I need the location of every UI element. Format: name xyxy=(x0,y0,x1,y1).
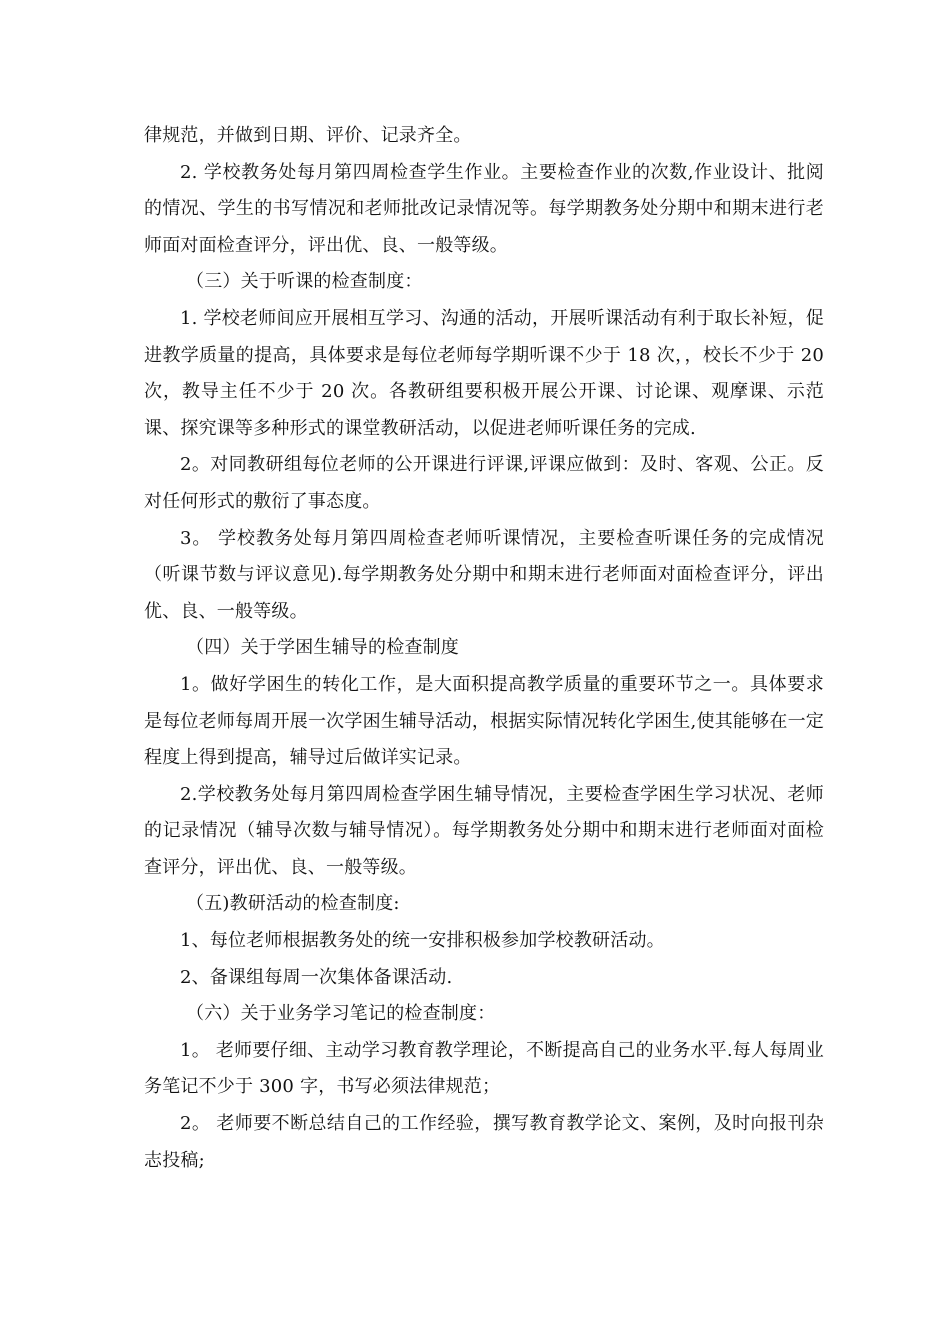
section-heading-study-notes: （六）关于业务学习笔记的检查制度： xyxy=(186,1003,496,1025)
document-body xyxy=(144,118,824,1179)
paragraph-lesson-evaluation: 2。对同教研组每位老师的公开课进行评课,评课应做到：及时、客观、公正。反对任何形式的敷衍了事态度。 xyxy=(144,454,824,512)
paragraph-continuation: 律规范，并做到日期、评价、记录齐全。 xyxy=(144,125,472,146)
paragraph-collective-lesson-prep: 2、备课组每周一次集体备课活动. xyxy=(180,966,453,988)
paragraph-observation-requirements: 1. 学校老师间应开展相互学习、沟通的活动，开展听课活动有利于取长补短，促进教学质量的提高，具体要求是每位老师每学期听课不少于 18 次，，校长不少于 20 次，教导主任不少于 20 次。各教研组要积极开展公开课、讨论课、观摩课、示范课、探究课等多种形式的课堂教研活动，以促进老师听课任务的完成. xyxy=(144,307,824,439)
section-heading-lesson-observation: （三）关于听课的检查制度： xyxy=(186,271,423,293)
paragraph-observation-check: 3。 学校教务处每月第四周检查老师听课情况，主要检查听课任务的完成情况（听课节数与评议意见).每学期教务处分期中和期末进行老师面对面检查评分，评出优、良、一般等级。 xyxy=(144,527,824,622)
paragraph-study-notes-requirements: 1。 老师要仔细、主动学习教育教学理论，不断提高自己的业务水平.每人每周业务笔记不少于 300 字，书写必须法律规范； xyxy=(144,1039,824,1098)
paragraph-research-participation: 1、每位老师根据教务处的统一安排积极参加学校教研活动。 xyxy=(180,930,665,952)
section-heading-tutoring: （四）关于学困生辅导的检查制度 xyxy=(186,637,459,659)
paragraph-experience-summary: 2。 老师要不断总结自己的工作经验，撰写教育教学论文、案例，及时向报刊杂志投稿; xyxy=(144,1113,824,1171)
paragraph-homework-check: 2. 学校教务处每月第四周检查学生作业。主要检查作业的次数,作业设计、批阅的情况、学生的书写情况和老师批改记录情况等。每学期教务处分期中和期末进行老师面对面检查评分，评出优、良、一般等级。 xyxy=(144,161,824,256)
section-heading-research-activity: （五)教研活动的检查制度: xyxy=(186,893,400,915)
paragraph-tutoring-check: 2.学校教务处每月第四周检查学困生辅导情况，主要检查学困生学习状况、老师的记录情况（辅导次数与辅导情况）。每学期教务处分期中和期末进行老师面对面检查评分，评出优、良、一般等级。 xyxy=(144,783,824,878)
paragraph-tutoring-requirements: 1。做好学困生的转化工作，是大面积提高教学质量的重要环节之一。具体要求是每位老师每周开展一次学困生辅导活动，根据实际情况转化学困生,使其能够在一定程度上得到提高，辅导过后做详实记录。 xyxy=(144,673,824,769)
